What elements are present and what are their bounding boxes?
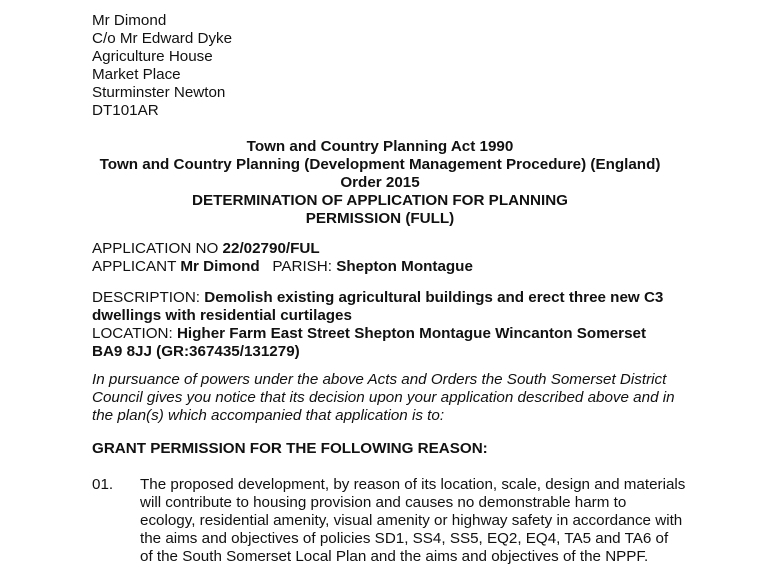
description-label: DESCRIPTION: — [92, 289, 201, 306]
location-line-1 — [92, 325, 732, 343]
description-value-2: dwellings with residential curtilages — [92, 307, 352, 324]
address-line: C/o Mr Edward Dyke — [92, 30, 233, 47]
parish-label: PARISH: — [272, 258, 332, 275]
application-number-value: 22/02790/FUL — [222, 240, 320, 257]
document-heading — [60, 138, 700, 228]
heading-line: Town and Country Planning Act 1990 — [246, 138, 514, 155]
reason-line: of the South Somerset Local Plan and the aims and objectives of the NPPF. — [140, 548, 649, 565]
parish-value: Shepton Montague — [336, 258, 473, 275]
reason-line: The proposed development, by reason of its location, scale, design and materials — [140, 476, 686, 493]
application-details — [92, 240, 732, 276]
pursuance-paragraph — [92, 371, 732, 425]
heading-line: DETERMINATION OF APPLICATION FOR PLANNING — [191, 192, 568, 209]
decision-heading: GRANT PERMISSION FOR THE FOLLOWING REASON: — [92, 440, 488, 457]
applicant-line — [92, 258, 732, 276]
heading-line: Town and Country Planning (Development Management Procedure) (England) — [99, 156, 661, 173]
application-number-label: APPLICATION NO — [92, 240, 219, 257]
pursuance-line: In pursuance of powers under the above Acts and Orders the South Somerset District — [92, 371, 667, 388]
heading-line: PERMISSION (FULL) — [305, 210, 455, 227]
location-label: LOCATION: — [92, 325, 173, 342]
reason-number: 01. — [92, 476, 114, 493]
reason-line: the aims and objectives of policies SD1, SS4, SS5, EQ2, EQ4, TA5 and TA6 of — [140, 530, 669, 547]
reason-text — [140, 476, 740, 566]
recipient-address — [92, 12, 232, 120]
description-line-1 — [92, 289, 732, 307]
reason-line: will contribute to housing provision and causes no demonstrable harm to — [140, 494, 627, 511]
description-value-1: Demolish existing agricultural buildings and erect three new C3 — [204, 289, 664, 306]
address-line: DT101AR — [92, 102, 159, 119]
description-location — [92, 289, 732, 361]
applicant-value: Mr Dimond — [180, 258, 260, 275]
applicant-label: APPLICANT — [92, 258, 177, 275]
location-value-2: BA9 8JJ (GR:367435/131279) — [92, 343, 300, 360]
application-number-line — [92, 240, 732, 258]
address-line: Market Place — [92, 66, 181, 83]
reason-line: ecology, residential amenity, visual amenity or highway safety in accordance with — [140, 512, 683, 529]
address-line: Sturminster Newton — [92, 84, 226, 101]
pursuance-line: Council gives you notice that its decision upon your application described above and in — [92, 389, 675, 406]
location-value-1: Higher Farm East Street Shepton Montague Wincanton Somerset — [176, 325, 647, 342]
address-line: Mr Dimond — [92, 12, 167, 29]
heading-line: Order 2015 — [340, 174, 420, 191]
address-line: Agriculture House — [92, 48, 213, 65]
pursuance-line: the plan(s) which accompanied that application is to: — [92, 407, 445, 424]
